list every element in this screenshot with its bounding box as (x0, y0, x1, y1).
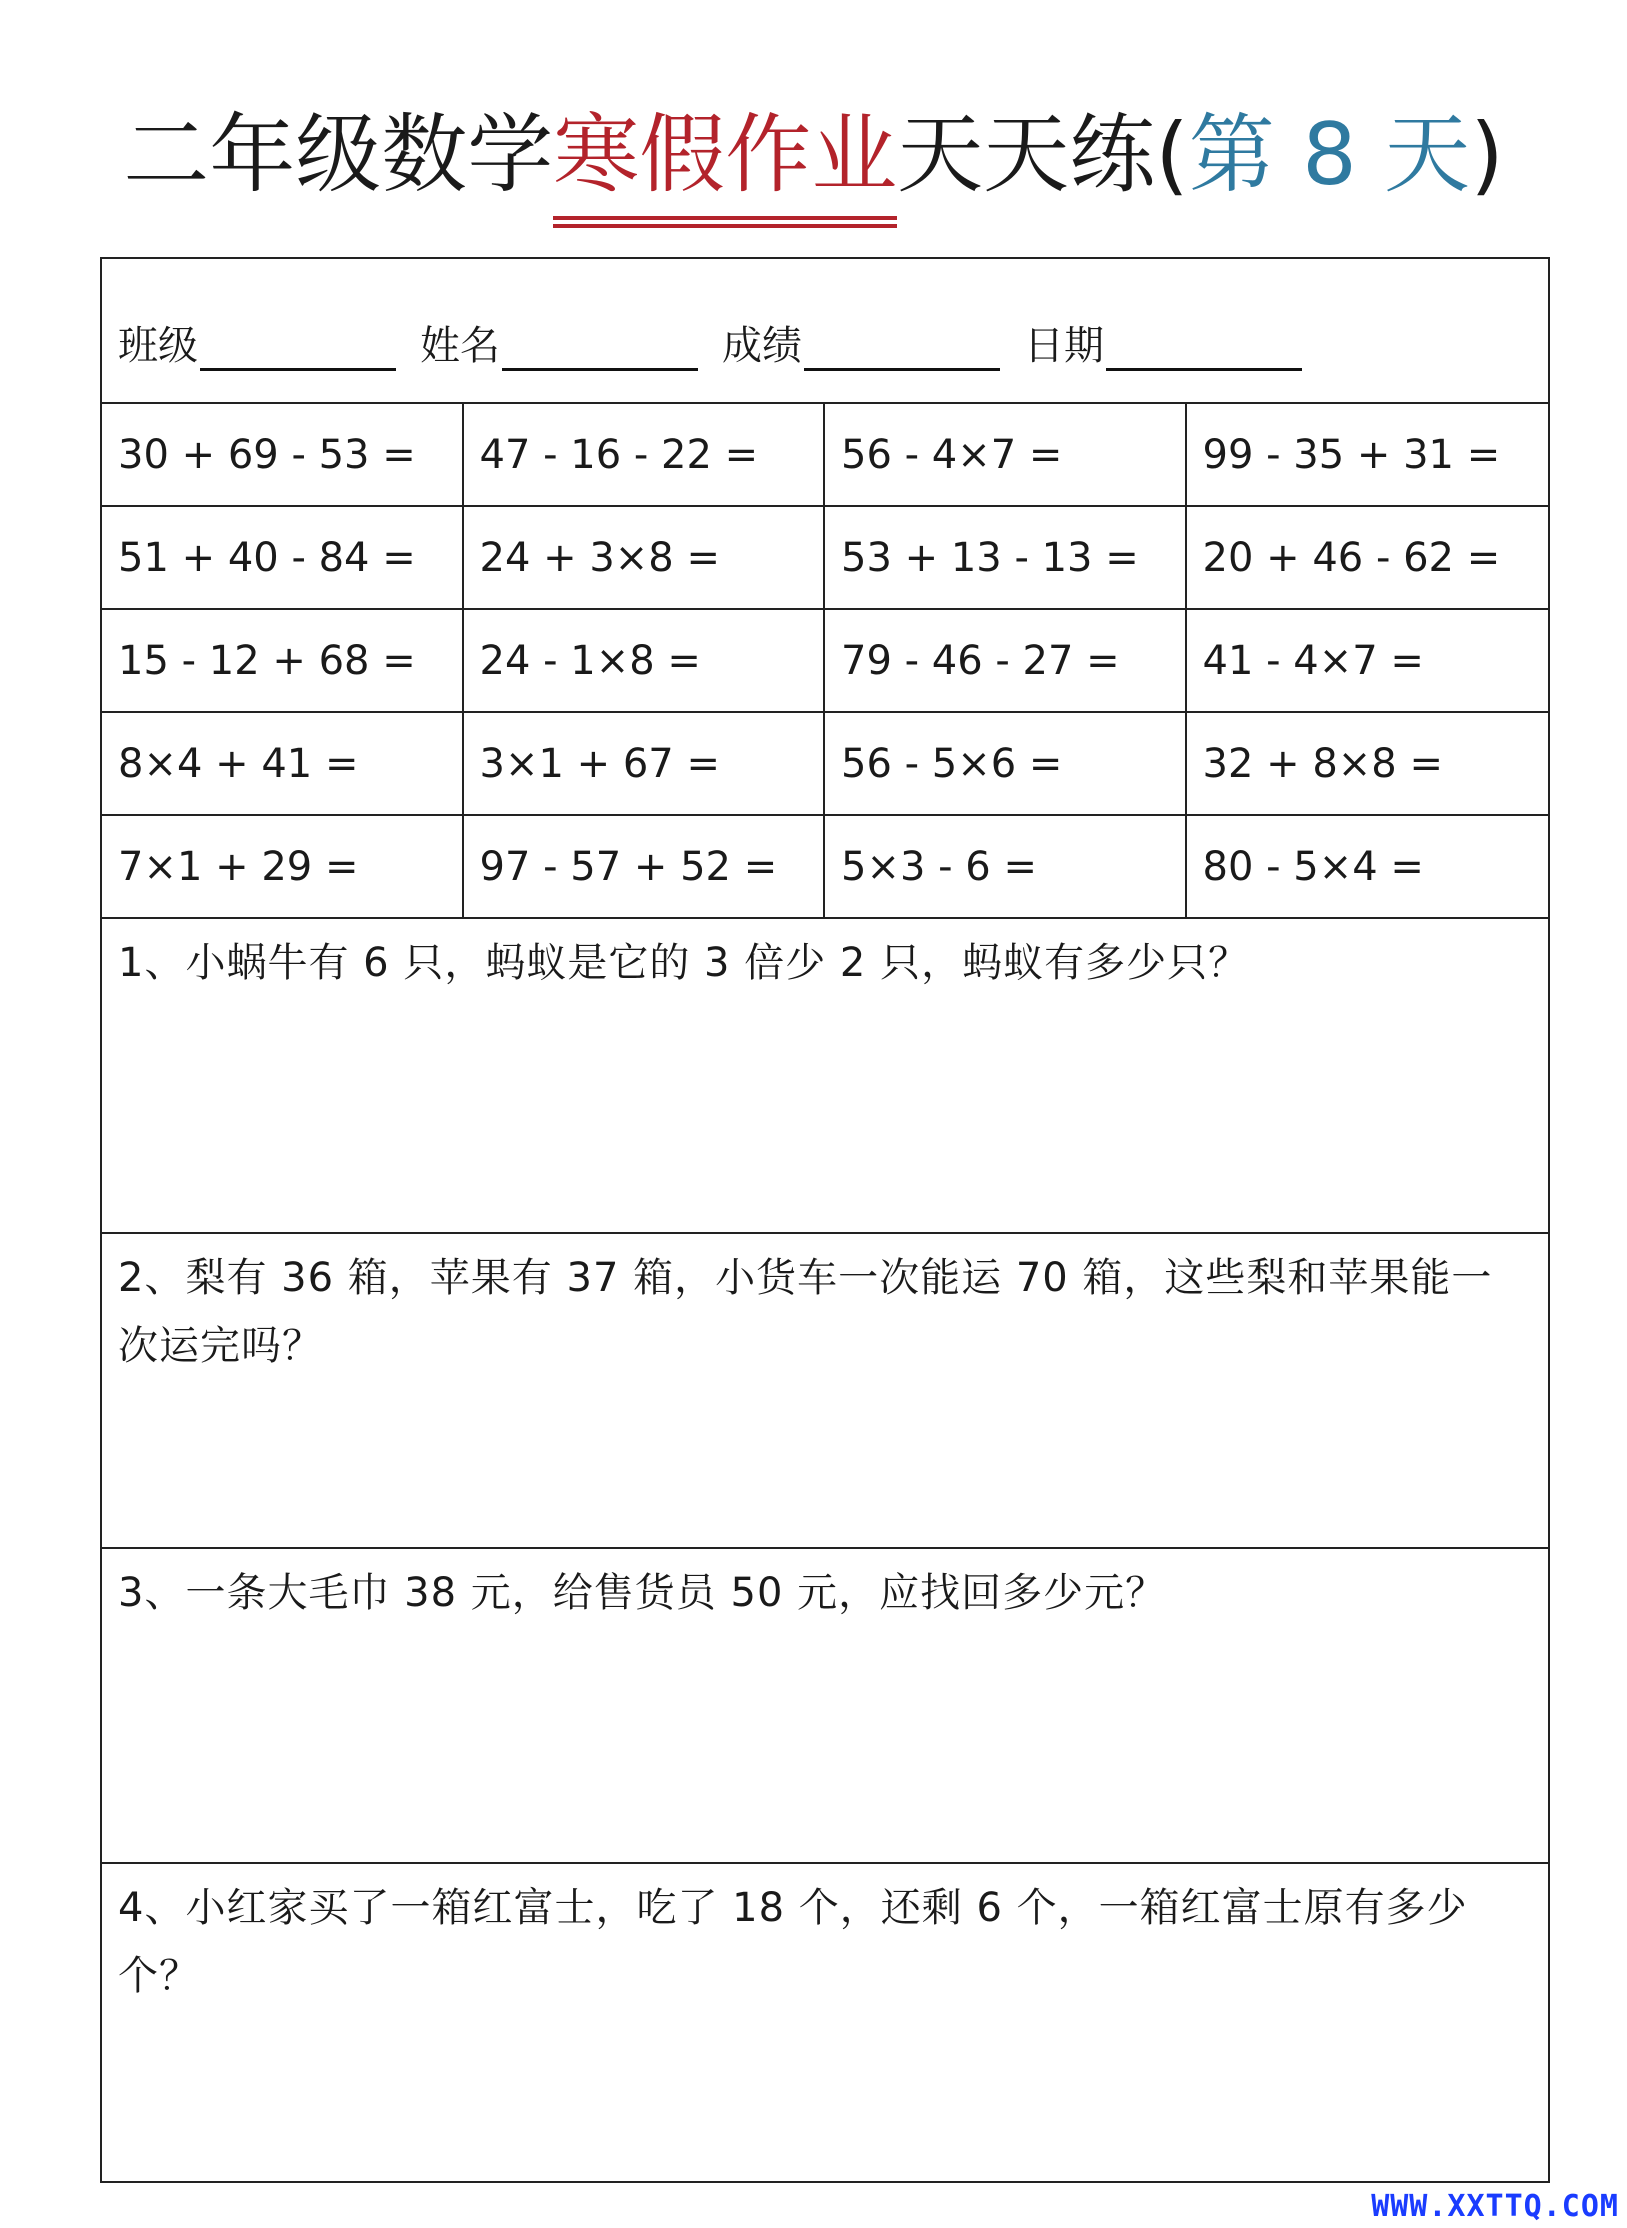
student-info-fields (118, 321, 1326, 371)
date-label: 日期 (1024, 323, 1104, 369)
name-label: 姓名 (420, 323, 500, 369)
exercise-cell: 53 + 13 - 13 = (825, 507, 1187, 610)
title-part-day-number: 第 8 天 (1188, 105, 1471, 205)
exercise-grid (102, 404, 1548, 919)
exercise-cell: 7×1 + 29 = (102, 816, 464, 919)
class-blank[interactable] (200, 324, 396, 371)
exercise-cell: 80 - 5×4 = (1187, 816, 1549, 919)
score-field (722, 321, 1000, 371)
name-blank[interactable] (502, 324, 698, 371)
title-part-daily-practice: 天天练( (897, 105, 1189, 205)
student-info-row (102, 259, 1548, 404)
exercise-cell: 41 - 4×7 = (1187, 610, 1549, 713)
exercise-cell: 99 - 35 + 31 = (1187, 404, 1549, 507)
score-label: 成绩 (722, 323, 802, 369)
exercise-cell: 51 + 40 - 84 = (102, 507, 464, 610)
date-field (1024, 321, 1302, 371)
exercise-cell: 5×3 - 6 = (825, 816, 1187, 919)
class-field (118, 321, 396, 371)
title-part-grade: 二年级数学 (123, 105, 554, 205)
word-problem-1: 1、小蜗牛有 6 只，蚂蚁是它的 3 倍少 2 只，蚂蚁有多少只？ (102, 919, 1548, 1234)
exercise-cell: 20 + 46 - 62 = (1187, 507, 1549, 610)
exercise-cell: 3×1 + 67 = (464, 713, 826, 816)
exercise-cell: 24 + 3×8 = (464, 507, 826, 610)
word-problem-4: 4、小红家买了一箱红富士，吃了 18 个，还剩 6 个，一箱红富士原有多少个？ (118, 1885, 1468, 1999)
exercise-cell: 8×4 + 41 = (102, 713, 464, 816)
exercise-cell: 15 - 12 + 68 = (102, 610, 464, 713)
name-field (420, 321, 698, 371)
exercise-cell: 24 - 1×8 = (464, 610, 826, 713)
title-part-winter-homework: 寒假作业 (553, 100, 897, 210)
page-title (0, 100, 1627, 210)
watermark: WWW.XXTTQ.COM (1371, 2189, 1619, 2224)
word-problem-3: 3、一条大毛巾 38 元，给售货员 50 元，应找回多少元？ (102, 1549, 1548, 1864)
title-part-close-paren: ) (1470, 105, 1504, 205)
exercise-cell: 79 - 46 - 27 = (825, 610, 1187, 713)
word-problems (102, 919, 1548, 2184)
date-blank[interactable] (1106, 324, 1302, 371)
word-problem-2: 2、梨有 36 箱，苹果有 37 箱，小货车一次能运 70 箱，这些梨和苹果能一次运完吗？ (102, 1234, 1548, 1549)
exercise-cell: 56 - 5×6 = (825, 713, 1187, 816)
exercise-cell: 97 - 57 + 52 = (464, 816, 826, 919)
exercise-cell: 56 - 4×7 = (825, 404, 1187, 507)
exercise-cell: 47 - 16 - 22 = (464, 404, 826, 507)
exercise-cell: 32 + 8×8 = (1187, 713, 1549, 816)
score-blank[interactable] (804, 324, 1000, 371)
class-label: 班级 (118, 323, 198, 369)
exercise-cell: 30 + 69 - 53 = (102, 404, 464, 507)
worksheet (100, 257, 1550, 2183)
